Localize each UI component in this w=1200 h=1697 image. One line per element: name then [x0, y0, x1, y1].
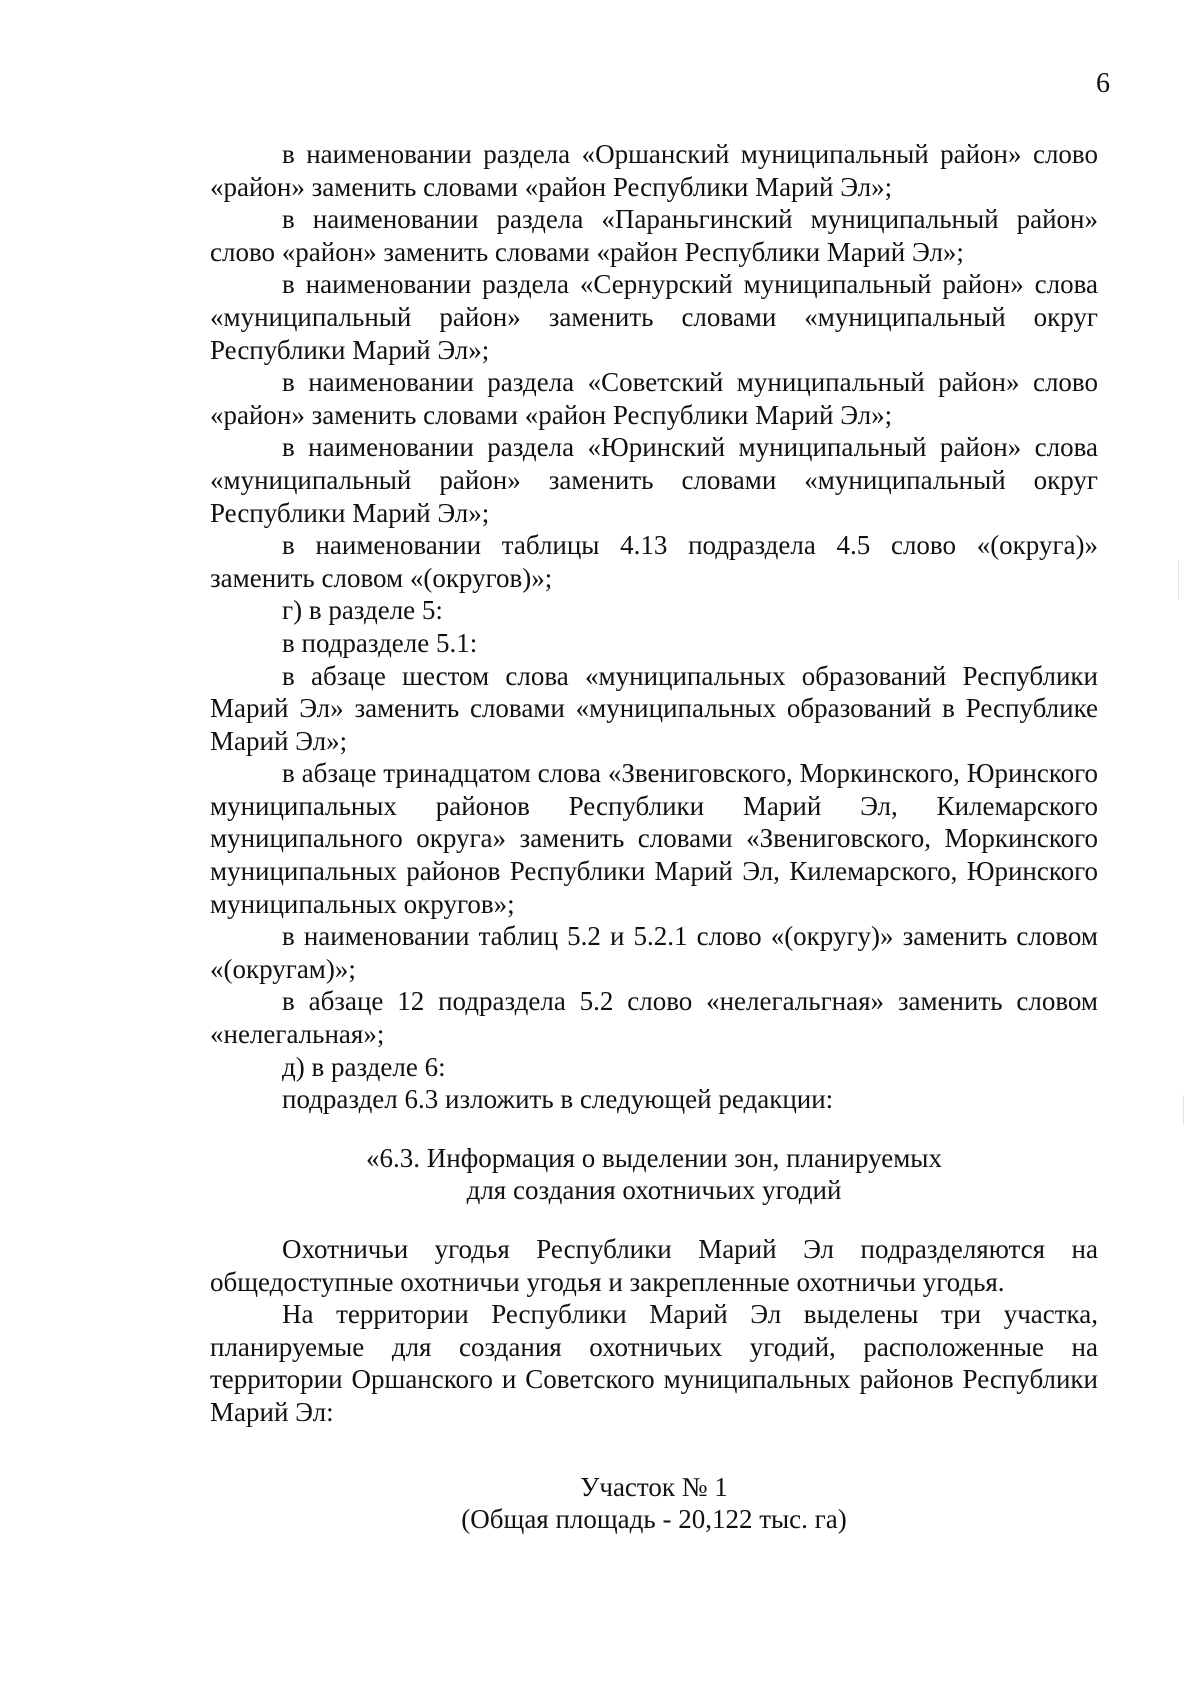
plot-title: Участок № 1: [580, 1471, 728, 1502]
paragraph: в абзаце шестом слова «муниципальных образований Республики Марий Эл» заменить словами «муниципальных образований в Республике Марий Эл»;: [210, 660, 1098, 756]
document-body: [210, 138, 1098, 1536]
section-heading-line: «6.3. Информация о выделении зон, планируемых: [366, 1142, 942, 1173]
paragraph: в наименовании раздела «Сернурский муниципальный район» слова «муниципальный район» заменить словами «муниципальный округ Республики Марий Эл»;: [210, 269, 1098, 365]
paragraph: в наименовании таблицы 4.13 подраздела 4.5 слово «(округа)» заменить словом «(округов)»;: [210, 530, 1098, 593]
section-paragraph: Охотничьи угодья Республики Марий Эл подразделяются на общедоступные охотничьи угодья и закрепленные охотничьи угодья.: [210, 1234, 1098, 1297]
paragraph: в наименовании раздела «Советский муниципальный район» слово «район» заменить словами «район Республики Марий Эл»;: [210, 367, 1098, 430]
paragraph: в абзаце тринадцатом слова «Звениговского, Моркинского, Юринского муниципальных районов Республики Марий Эл, Килемарского муниципального округа» заменить словами «Звениговского, Моркинского муниципальных районов Республики Марий Эл, Килемарского, Юринского муниципальных округов»;: [210, 758, 1098, 919]
paragraph: д) в разделе 6:: [282, 1051, 446, 1082]
paragraph: в наименовании таблиц 5.2 и 5.2.1 слово «(округу)» заменить словом «(округам)»;: [210, 921, 1098, 984]
plot-area: (Общая площадь - 20,122 тыс. га): [461, 1504, 847, 1535]
paragraph: в наименовании раздела «Юринский муниципальный район» слова «муниципальный район» заменить словами «муниципальный округ Республики Марий Эл»;: [210, 432, 1098, 528]
paragraph: в абзаце 12 подраздела 5.2 слово «нелегальгная» заменить словом «нелегальная»;: [210, 986, 1098, 1050]
paragraph: г) в разделе 5:: [282, 595, 443, 626]
section-heading: [210, 1142, 1098, 1207]
paragraph: подраздел 6.3 изложить в следующей редакции:: [282, 1084, 834, 1115]
paragraph: в подразделе 5.1:: [282, 627, 478, 658]
section-paragraph: На территории Республики Марий Эл выделены три участка, планируемые для создания охотничьих угодий, расположенные на территории Оршанского и Советского муниципальных районов Республики Марий Эл:: [210, 1299, 1098, 1427]
paragraph: в наименовании раздела «Параньгинский муниципальный район» слово «район» заменить словами «район Республики Марий Эл»;: [210, 204, 1098, 267]
scan-mark: [1183, 1095, 1184, 1125]
paragraph: в наименовании раздела «Оршанский муниципальный район» слово «район» заменить словами «район Республики Марий Эл»;: [210, 139, 1098, 202]
page-number: 6: [1096, 68, 1110, 99]
plot-caption: [210, 1471, 1098, 1536]
scan-mark: [1178, 560, 1179, 600]
section-heading-line: для создания охотничьих угодий: [466, 1175, 842, 1206]
